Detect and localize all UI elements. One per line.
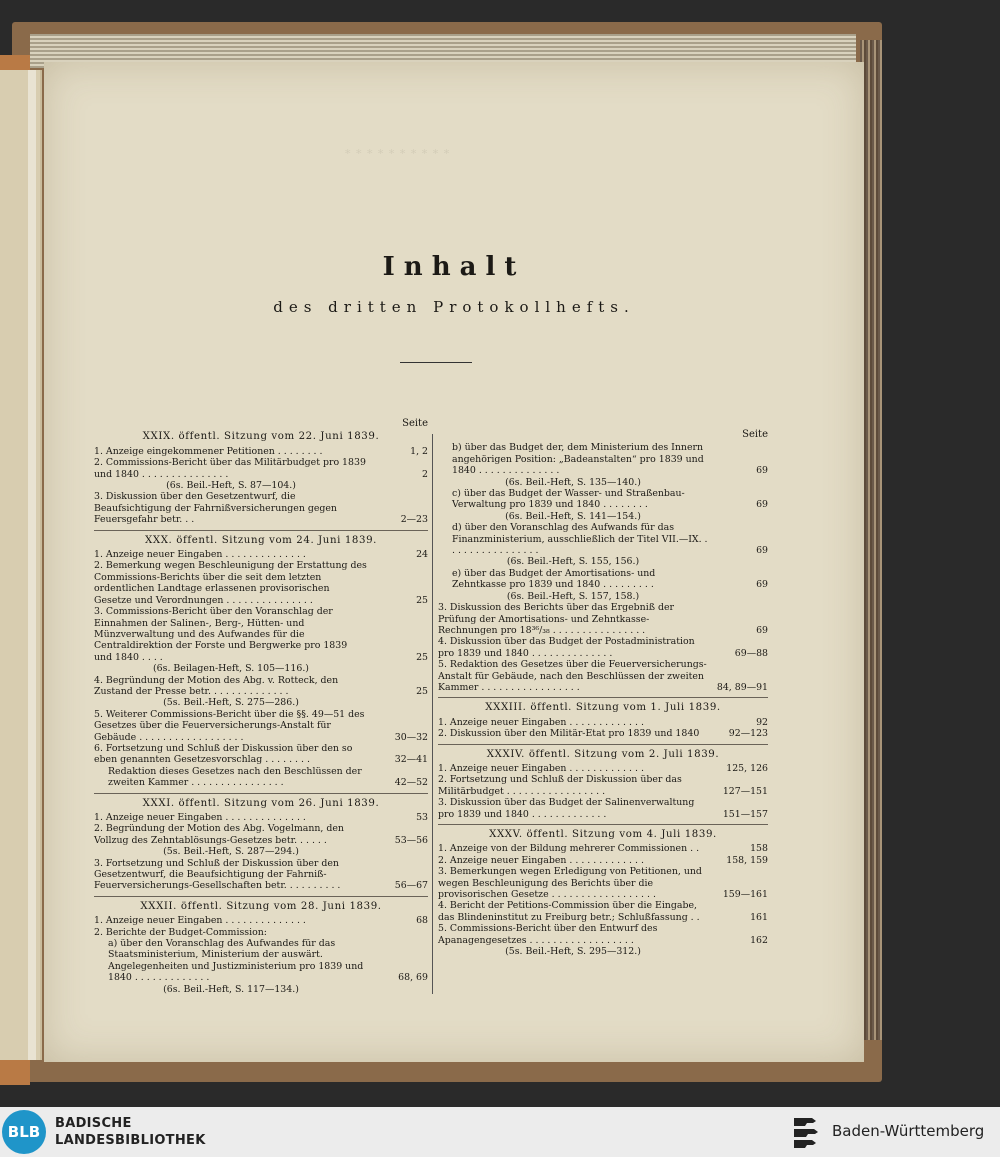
toc-entry: [438, 900, 768, 923]
toc-entry: [438, 763, 768, 774]
toc-page-number: 151—157: [722, 808, 768, 820]
toc-entry-text: 1. Anzeige neuer Eingaben . . . . . . . . . . . . . .: [94, 549, 306, 561]
toc-entry-text: 3. Fortsetzung und Schluß der Diskussion über den Gesetzentwurf, die Beaufsichtigung der Fahrniß-Feuerversicherungs-Gesellschaften betr. . . . . . . . . .: [94, 857, 341, 892]
supplement-reference: (6s. Beil.-Heft, S. 157, 158.): [506, 590, 640, 602]
toc-page-number: 2—23: [400, 514, 428, 526]
right-column: [438, 429, 768, 957]
toc-entry-text: 5. Redaktion des Gesetzes über die Feuerversicherungs-Anstalt für Gebäude, nach den Beschlüssen der zweiten Kammer . . . . . . . . . . . . . . . . .: [438, 659, 707, 693]
toc-entry-text: 2. Bemerkung wegen Beschleunigung der Erstattung des Commissions-Berichts über die seit dem letzten ordentlichen Landtage erlassenen provisorischen Gesetze und Verordnungen . . . . . . . . . . . . . . .: [94, 560, 367, 606]
toc-entry-text: 5. Commissions-Bericht über den Entwurf des Apanagengesetzes . . . . . . . . . . . . . . . . . .: [438, 923, 658, 946]
toc-entry-text: 1. Anzeige von der Bildung mehrerer Commissionen . .: [438, 843, 700, 855]
toc-entry: [94, 766, 428, 789]
toc-entry: [94, 858, 428, 892]
section-rule: [94, 896, 428, 897]
toc-page-number: 1, 2: [410, 445, 428, 457]
library-name-line1: BADISCHE: [55, 1116, 132, 1131]
toc-page-number: 162: [750, 934, 768, 946]
toc-page-number: 53: [416, 812, 428, 823]
session-heading: XXXIII. öffentl. Sitzung vom 1. Juli 1839.: [485, 702, 721, 714]
toc-entry-text: 1. Anzeige neuer Eingaben . . . . . . . . . . . . .: [438, 762, 644, 774]
toc-page-number: 69: [756, 545, 768, 557]
toc-entry-text: Redaktion dieses Gesetzes nach den Beschlüssen der zweiten Kammer . . . . . . . . . . . . . . . .: [108, 765, 362, 789]
supplement-reference: (6s. Beil.-Heft, S. 155, 156.): [506, 556, 640, 568]
toc-entry: [94, 491, 428, 525]
toc-entry: [438, 522, 768, 556]
toc-page-number: 92—123: [728, 728, 768, 740]
toc-entry-text: 3. Diskussion über den Gesetzentwurf, die Beaufsichtigung der Fahrnißversicherungen gegen Feuersgefahr betr. . .: [94, 491, 337, 526]
toc-page-number: 2: [422, 468, 428, 480]
bleed-through-text: ∗ ∗ ∗ ∗ ∗ ∗ ∗ ∗ ∗ ∗: [344, 145, 451, 158]
toc-entry: [438, 717, 768, 728]
column-divider: [432, 434, 433, 994]
toc-entry: [94, 938, 428, 984]
toc-page-number: 161: [750, 911, 768, 923]
toc-page-number: 158, 159: [726, 854, 768, 866]
toc-entry-text: 1. Anzeige neuer Eingaben . . . . . . . . . . . . . .: [94, 915, 306, 927]
toc-entry: [94, 675, 428, 698]
toc-entry: [94, 743, 428, 766]
section-rule: [438, 697, 768, 698]
toc-page-number: 25: [416, 685, 428, 697]
section-rule: [438, 744, 768, 745]
toc-entry: [438, 602, 768, 636]
toc-entry: [94, 812, 428, 823]
toc-entry-text: 4. Begründung der Motion des Abg. v. Rotteck, den Zustand der Presse betr. . . . . . . . . . . . . .: [94, 674, 339, 697]
toc-page-number: 68: [416, 915, 428, 927]
toc-entry-text: 4. Diskussion über das Budget der Postadministration pro 1839 und 1840 . . . . . . . . . . . . . .: [438, 636, 695, 659]
supplement-reference: (6s. Beil.-Heft, S. 117—134.): [163, 983, 299, 995]
toc-entry: [438, 636, 768, 659]
toc-entry-text: d) über den Voranschlag des Aufwands für das Finanzministerium, ausschließlich der Titel VII.—IX. . . . . . . . . . . . . . . . .: [452, 522, 708, 557]
toc-entry-text: 2. Commissions-Bericht über das Militärbudget pro 1839 und 1840 . . . . . . . . . . . . . . .: [94, 457, 366, 480]
toc-page-number: 69: [756, 624, 768, 636]
section-rule: [94, 793, 428, 794]
toc-entry-text: 2. Berichte der Budget-Commission:: [94, 926, 267, 938]
left-page-edge: [0, 70, 42, 1060]
toc-entry: [94, 823, 428, 846]
toc-entry-text: 2. Begründung der Motion des Abg. Vogelmann, den Vollzug des Zehntablösungs-Gesetzes betr. . . . . .: [94, 823, 344, 846]
toc-entry: [94, 709, 428, 743]
blb-logo[interactable]: BLB: [2, 1110, 46, 1154]
section-rule: [94, 530, 428, 531]
toc-entry-text: 6. Fortsetzung und Schluß der Diskussion über den so eben genannten Gesetzesvorschlag . . . . . . . .: [94, 742, 353, 766]
supplement-reference: (6s. Beil.-Heft, S. 141—154.): [505, 510, 641, 522]
left-column: [94, 418, 428, 995]
toc-entry: [438, 774, 768, 797]
toc-entry: [94, 560, 428, 606]
toc-entry: [94, 606, 428, 663]
title-divider: [400, 362, 472, 363]
toc-entry: [438, 797, 768, 820]
baden-wuerttemberg-lion-icon: [790, 1114, 822, 1150]
toc-page-number: 32—41: [394, 754, 428, 766]
toc-page-number: 53—56: [394, 834, 428, 846]
toc-page-number: 125, 126: [726, 762, 768, 774]
toc-entry-text: 3. Commissions-Bericht über den Voranschlag der Einnahmen der Salinen-, Berg-, Hütten- und Münzverwaltung und des Aufwandes für die Centraldirektion der Forste und Bergwerke pro 1839 und 1840 . . . .: [94, 606, 348, 663]
section-rule: [438, 824, 768, 825]
library-name-line2: LANDESBIBLIOTHEK: [55, 1133, 206, 1148]
toc-entry-text: 1. Anzeige neuer Eingaben . . . . . . . . . . . . . .: [94, 812, 306, 823]
toc-entry: [438, 568, 768, 591]
page-subtitle: des dritten Protokollhefts.: [273, 298, 635, 316]
session-heading: XXXIV. öffentl. Sitzung vom 2. Juli 1839.: [486, 748, 720, 760]
toc-entry: [94, 927, 428, 938]
page-title: Inhalt: [382, 252, 526, 282]
toc-entry-text: 2. Diskussion über den Militär-Etat pro 1839 und 1840: [438, 728, 700, 740]
toc-entry-text: b) über das Budget der, dem Ministerium des Innern angehörigen Position: „Badeanstalten“ pro 1839 und 1840 . . . . . . . . . . . . . .: [452, 442, 704, 477]
toc-page-number: 84, 89—91: [716, 681, 768, 693]
session-heading: XXIX. öffentl. Sitzung vom 22. Juni 1839.: [142, 431, 380, 443]
toc-entry: [438, 923, 768, 946]
toc-page-number: 68, 69: [398, 972, 428, 984]
toc-entry-text: 1. Anzeige neuer Eingaben . . . . . . . . . . . . .: [438, 716, 644, 728]
supplement-reference: (5s. Beil.-Heft, S. 275—286.): [163, 697, 299, 709]
seite-label: Seite: [402, 418, 428, 429]
toc-entry-text: 3. Diskussion über das Budget der Salinenverwaltung pro 1839 und 1840 . . . . . . . . . . . . .: [438, 797, 695, 820]
toc-page-number: 69: [756, 579, 768, 591]
toc-page-number: 69: [756, 465, 768, 477]
toc-page-number: 158: [750, 843, 768, 855]
toc-entry: [94, 915, 428, 926]
toc-page-number: 159—161: [722, 889, 768, 901]
toc-entry-text: a) über den Voranschlag des Aufwandes für das Staatsministerium, Ministerium der auswärt. Angelegenheiten und Justizministerium pro 1839 und 1840 . . . . . . . . . . . . .: [108, 938, 364, 984]
toc-page-number: 92: [756, 716, 768, 728]
toc-entry-text: 5. Weiterer Commissions-Bericht über die §§. 49—51 des Gesetzes über die Feuerversicherungs-Anstalt für Gebäude . . . . . . . . . . . . . . . . . .: [94, 708, 365, 743]
toc-entry: [438, 855, 768, 866]
supplement-reference: (6s. Beil.-Heft, S. 87—104.): [166, 480, 296, 492]
toc-entry: [438, 843, 768, 854]
session-heading: XXXV. öffentl. Sitzung vom 4. Juli 1839.: [489, 829, 717, 840]
state-name: Baden-Württemberg: [832, 1122, 985, 1140]
toc-page-number: 25: [416, 594, 428, 606]
toc-entry-text: 1. Anzeige eingekommener Petitionen . . . . . . . .: [94, 445, 323, 457]
toc-page-number: 56—67: [394, 880, 428, 892]
toc-entry-text: 4. Bericht der Petitions-Commission über die Eingabe, das Blindeninstitut zu Freiburg betr.; Schlußfassung . .: [438, 900, 700, 923]
toc-entry-text: 3. Diskussion des Berichts über das Ergebniß der Prüfung der Amortisations- und Zehntkasse-Rechnungen pro 18³⁶/₃₈ . . . . . . . . . . . . . . . .: [438, 602, 674, 636]
supplement-reference: (5s. Beil.-Heft, S. 287—294.): [163, 846, 299, 858]
toc-entry: [438, 866, 768, 900]
toc-entry-text: 2. Anzeige neuer Eingaben . . . . . . . . . . . . .: [438, 854, 644, 866]
supplement-reference: (6s. Beilagen-Heft, S. 105—116.): [153, 663, 309, 675]
toc-page-number: 30—32: [394, 731, 428, 743]
toc-page-number: 25: [416, 651, 428, 663]
toc-page-number: 127—151: [722, 785, 768, 797]
toc-page-number: 69—88: [734, 647, 768, 659]
toc-entry: [94, 457, 428, 480]
toc-entry-text: e) über das Budget der Amortisations- und Zehntkasse pro 1839 und 1840 . . . . . . . . .: [452, 567, 656, 591]
document-page: [44, 62, 864, 1062]
toc-page-number: 24: [416, 549, 428, 561]
supplement-reference: (5s. Beil.-Heft, S. 295—312.): [505, 946, 641, 958]
seite-label: Seite: [742, 429, 768, 440]
toc-entry-text: 3. Bemerkungen wegen Erledigung von Petitionen, und wegen Beschleunigung des Berichts über die provisorischen Gesetze . . . . . . . . . . . . . . . . . .: [438, 866, 702, 901]
toc-entry-text: c) über das Budget der Wasser- und Straßenbau-Verwaltung pro 1839 und 1840 . . . . . . . .: [452, 488, 685, 511]
toc-page-number: 69: [756, 499, 768, 511]
toc-entry: [438, 728, 768, 739]
session-heading: XXXII. öffentl. Sitzung vom 28. Juni 1839.: [140, 900, 382, 912]
toc-entry: [438, 659, 768, 693]
toc-entry: [94, 446, 428, 457]
session-heading: XXXI. öffentl. Sitzung vom 26. Juni 1839.: [142, 797, 380, 809]
library-name[interactable]: [55, 1115, 206, 1149]
toc-entry-text: 2. Fortsetzung und Schluß der Diskussion über das Militärbudget . . . . . . . . . . . . . . . . .: [438, 774, 682, 797]
supplement-reference: (6s. Beil.-Heft, S. 135—140.): [505, 476, 641, 488]
toc-entry: [438, 442, 768, 476]
toc-page-number: 42—52: [394, 777, 428, 789]
toc-entry: [438, 488, 768, 511]
toc-entry: [94, 549, 428, 560]
session-heading: XXX. öffentl. Sitzung vom 24. Juni 1839.: [144, 534, 377, 546]
